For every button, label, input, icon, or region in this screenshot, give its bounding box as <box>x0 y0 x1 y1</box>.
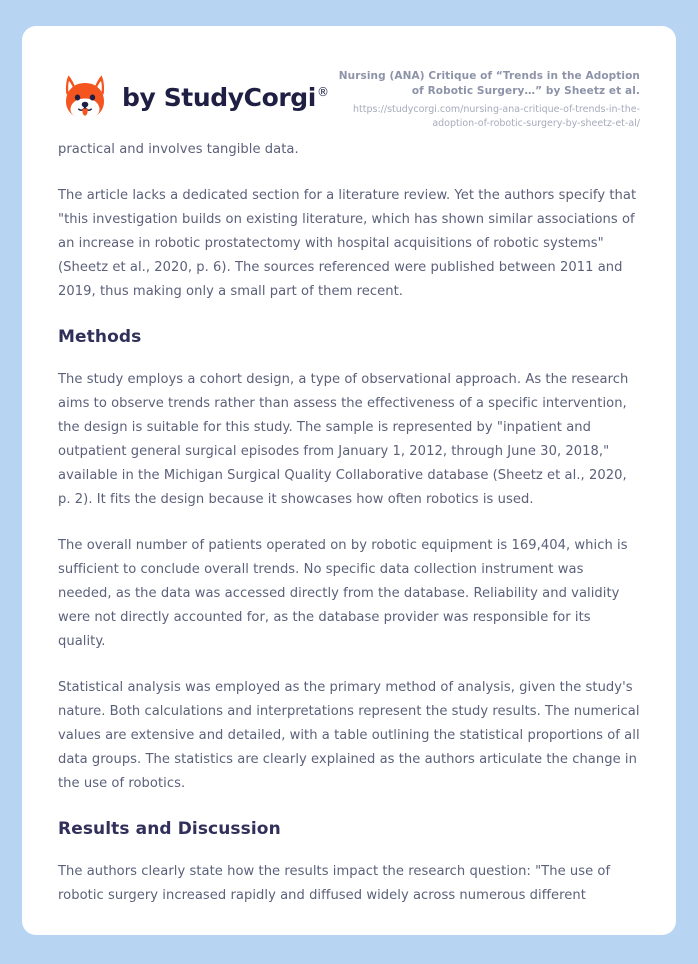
paragraph-literature-review: The article lacks a dedicated section for a literature review. Yet the authors specify that "this investigation builds on existing literature, which has shown similar associations of an increase in robotic prostatectomy with hospital acquisitions of robotic systems" (Sheetz et al., 2020, p. 6). The sources referenced were published between 2011 and 2019, thus making only a small part of them recent. <box>58 188 637 299</box>
header-meta <box>329 68 640 131</box>
paragraph-sample-size: The overall number of patients operated on by robotic equipment is 169,404, which is sufficient to conclude overall trends. No specific data collection instrument was needed, as the data was accessed directly from the database. Reliability and validity were not directly accounted for, as the database provider was responsible for its quality. <box>58 538 628 650</box>
brand-wordmark <box>122 83 329 112</box>
heading-results-and-discussion: Results and Discussion <box>58 819 281 840</box>
corgi-mascot-icon <box>58 70 112 124</box>
registered-trademark-icon: ® <box>316 85 329 100</box>
document-url[interactable]: https://studycorgi.com/nursing-ana-critique-of-trends-in-the-adoption-of-robotic-surgery-by-sheetz-et-al/ <box>353 103 640 130</box>
document-header <box>58 26 640 130</box>
paragraph-intro-continued: practical and involves tangible data. <box>58 142 299 157</box>
paragraph-results-opening: The authors clearly state how the results impact the research question: "The use of robotic surgery increased rapidly and diffused widely across numerous different <box>58 864 611 904</box>
paragraph-statistical-analysis: Statistical analysis was employed as the primary method of analysis, given the study's nature. Both calculations and interpretations represent the study results. The numerical values are extensive and detailed, with a table outlining the statistical proportions of all data groups. The statistics are clearly explained as the authors articulate the change in the use of robotics. <box>58 680 640 792</box>
document-body <box>58 110 640 908</box>
document-page <box>22 26 676 935</box>
page-inner <box>22 26 676 908</box>
heading-methods: Methods <box>58 327 142 347</box>
brand-name: by StudyCorgi <box>122 82 316 112</box>
paragraph-study-design: The study employs a cohort design, a type of observational approach. As the research aims to observe trends rather than assess the effectiveness of a specific intervention, the design is suitable for this study. The sample is represented by "inpatient and outpatient general surgical episodes from January 1, 2012, through June 30, 2018," available in the Michigan Surgical Quality Collaborative database (Sheetz et al., 2020, p. 2). It fits the design because it showcases how often robotics is used. <box>58 372 629 508</box>
brand-logo-group[interactable] <box>58 68 329 124</box>
document-title: Nursing (ANA) Critique of “Trends in the Adoption of Robotic Surgery…” by Sheetz et al. <box>338 70 640 97</box>
